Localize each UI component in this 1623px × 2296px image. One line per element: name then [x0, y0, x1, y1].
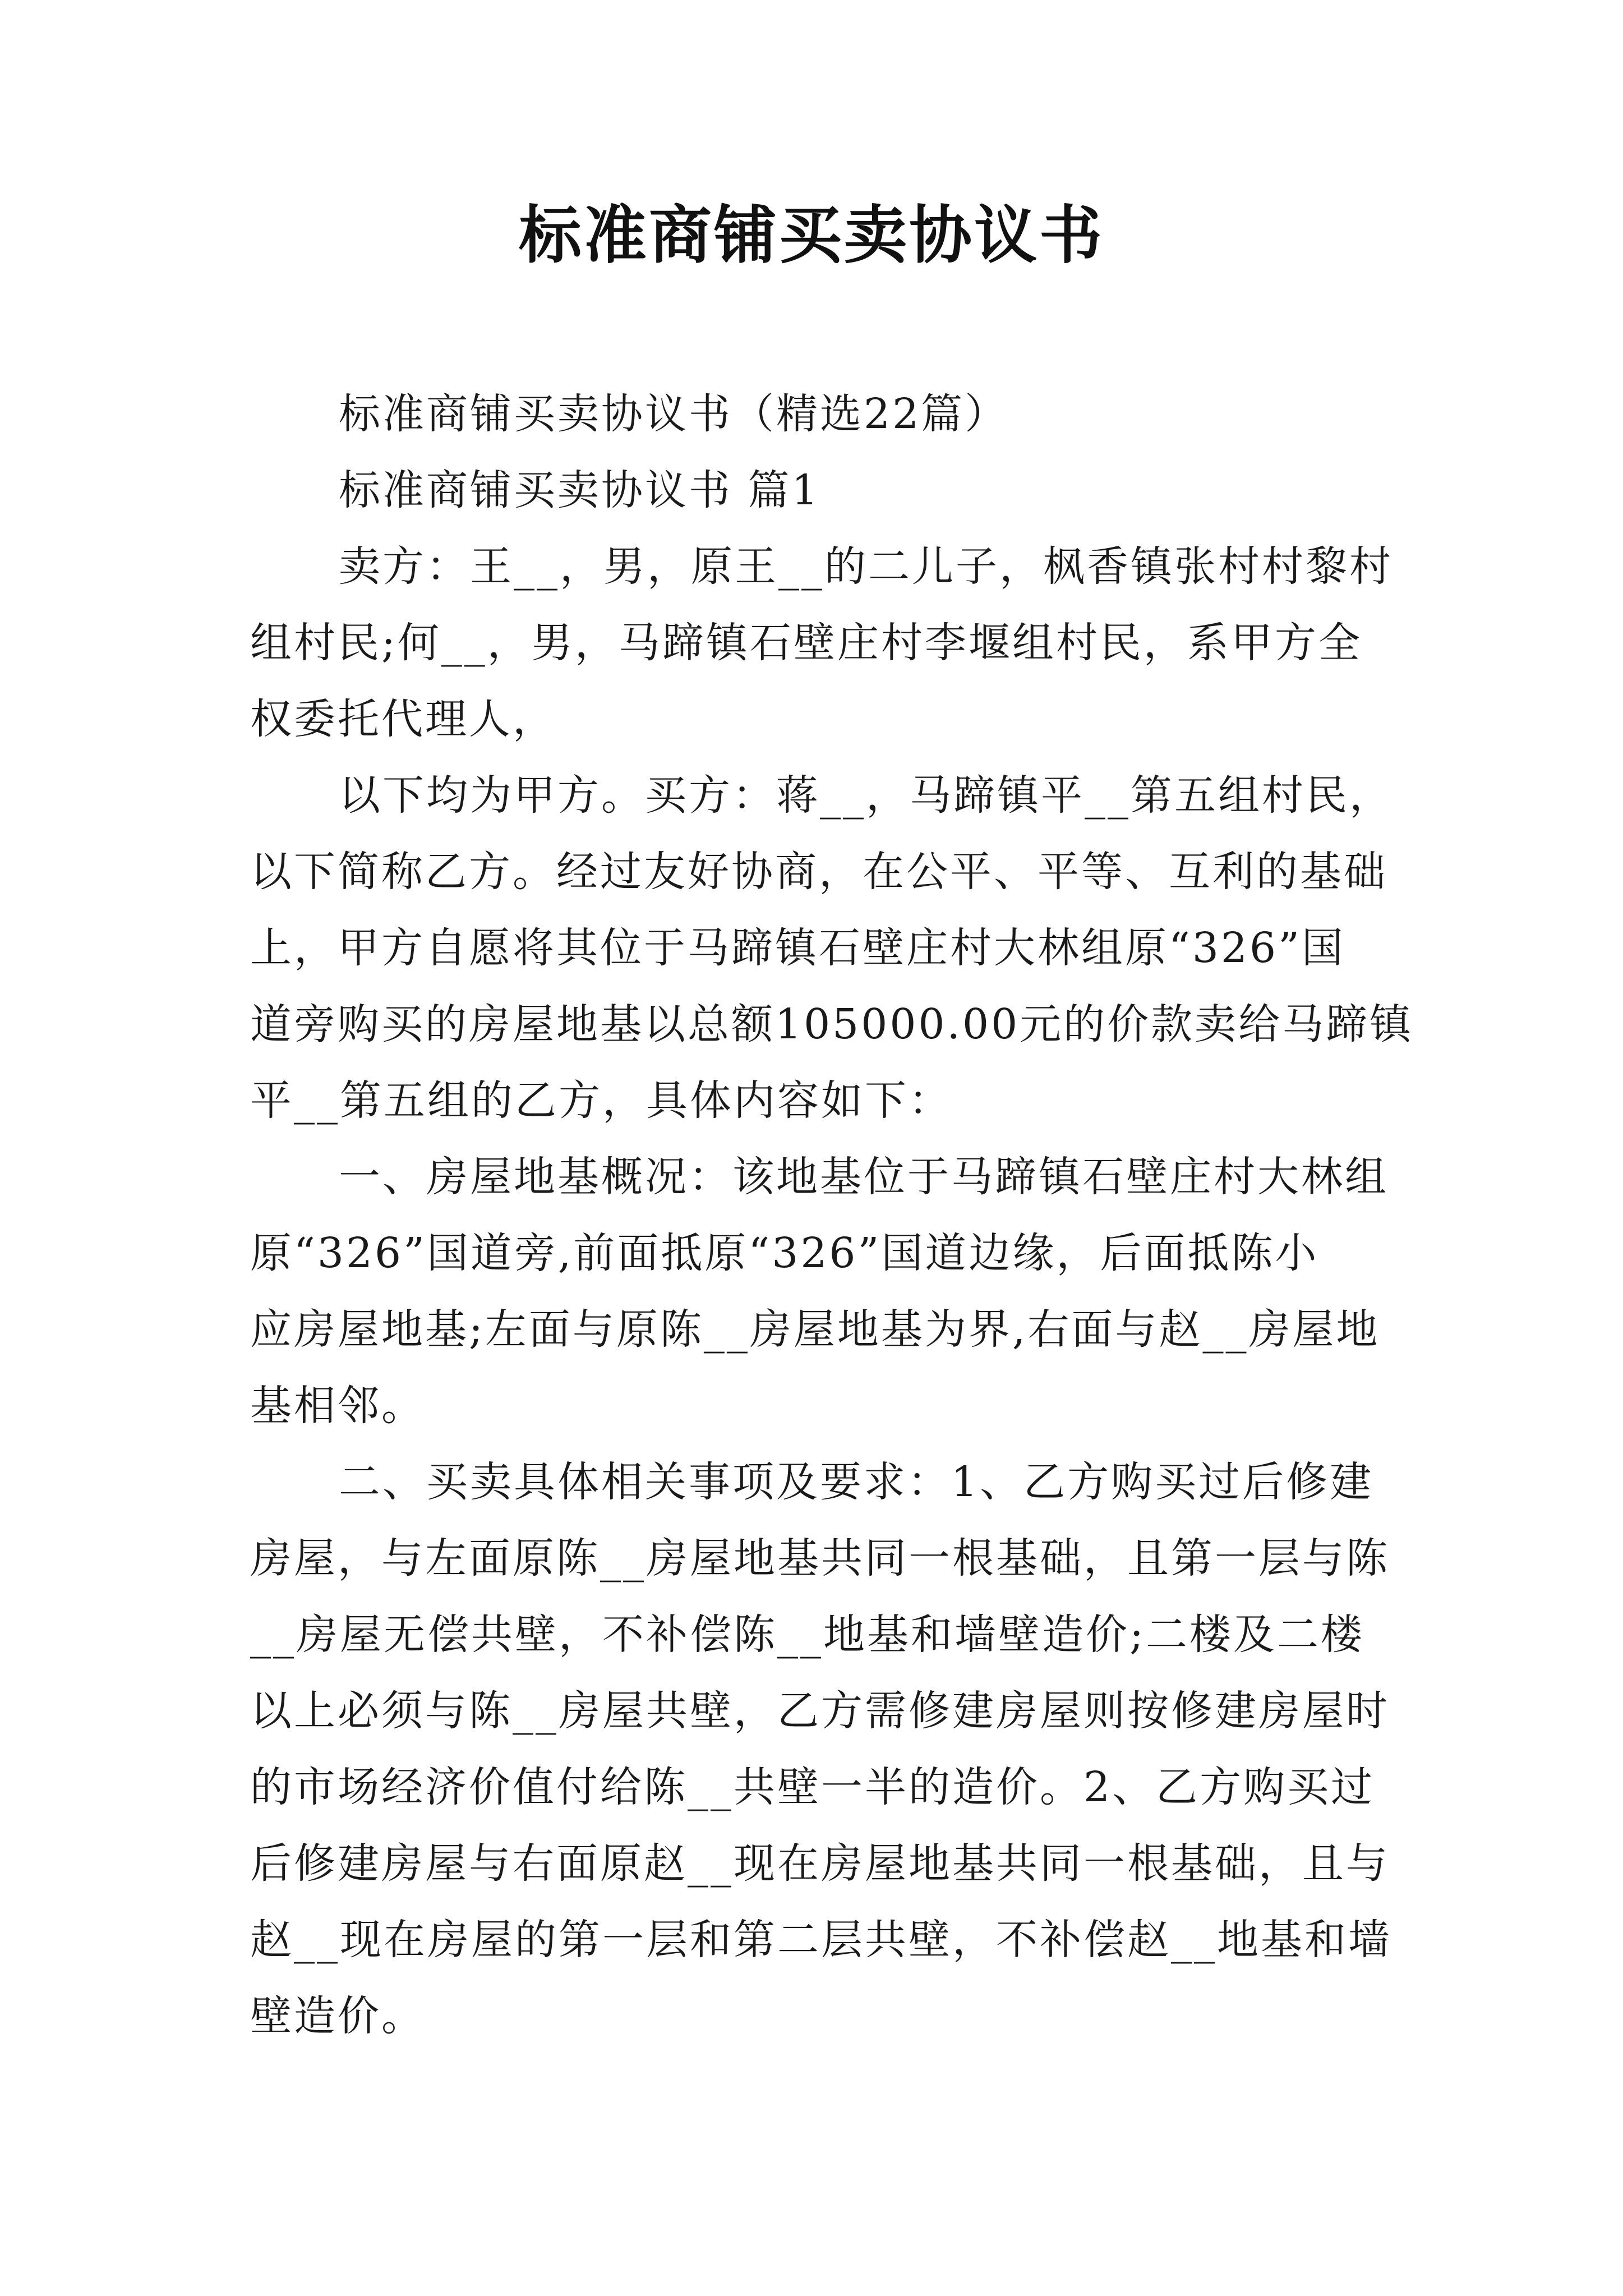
text-line: 以下均为甲方。买方：蒋__，马蹄镇平__第五组村民，	[339, 771, 1393, 820]
text-line: 一、房屋地基概况：该地基位于马蹄镇石壁庄村大林组	[339, 1153, 1389, 1201]
text-line: 房屋，与左面原陈__房屋地基共同一根基础，且第一层与陈	[250, 1534, 1390, 1582]
text-line: 标准商铺买卖协议书 篇1	[339, 466, 820, 514]
text-line: 的市场经济价值付给陈__共壁一半的造价。2、乙方购买过	[250, 1763, 1375, 1811]
text-line: 二、买卖具体相关事项及要求：1、乙方购买过后修建	[339, 1458, 1374, 1506]
text-line: 原“326”国道旁,前面抵原“326”国道边缘，后面抵陈小	[250, 1229, 1319, 1277]
document-body	[250, 376, 1414, 2054]
text-line: 以下简称乙方。经过友好协商，在公平、平等、互利的基础	[250, 848, 1387, 896]
text-line: 后修建房屋与右面原赵__现在房屋地基共同一根基础，且与	[250, 1839, 1390, 1888]
text-line: 上，甲方自愿将其位于马蹄镇石壁庄村大林组原“326”国	[250, 924, 1345, 972]
text-line: 以上必须与陈__房屋共壁，乙方需修建房屋则按修建房屋时	[250, 1687, 1390, 1735]
text-line: 基相邻。	[250, 1382, 425, 1430]
text-line: 赵__现在房屋的第一层和第二层共壁，不补偿赵__地基和墙	[250, 1916, 1392, 1964]
text-line: 标准商铺买卖协议书（精选22篇）	[339, 390, 1009, 438]
text-line: __房屋无偿共壁，不补偿陈__地基和墙壁造价;二楼及二楼	[250, 1611, 1364, 1659]
text-line: 组村民;何__，男，马蹄镇石壁庄村李堰组村民，系甲方全	[250, 619, 1362, 667]
text-line: 应房屋地基;左面与原陈__房屋地基为界,右面与赵__房屋地	[250, 1305, 1380, 1354]
text-line: 卖方：王__，男，原王__的二儿子，枫香镇张村村黎村	[339, 542, 1393, 591]
text-line: 平__第五组的乙方，具体内容如下：	[250, 1076, 952, 1125]
text-line: 权委托代理人，	[250, 695, 556, 743]
text-line: 壁造价。	[250, 1992, 425, 2040]
text-line: 道旁购买的房屋地基以总额105000.00元的价款卖给马蹄镇	[250, 1000, 1414, 1048]
document-title: 标准商铺买卖协议书	[519, 199, 1104, 272]
